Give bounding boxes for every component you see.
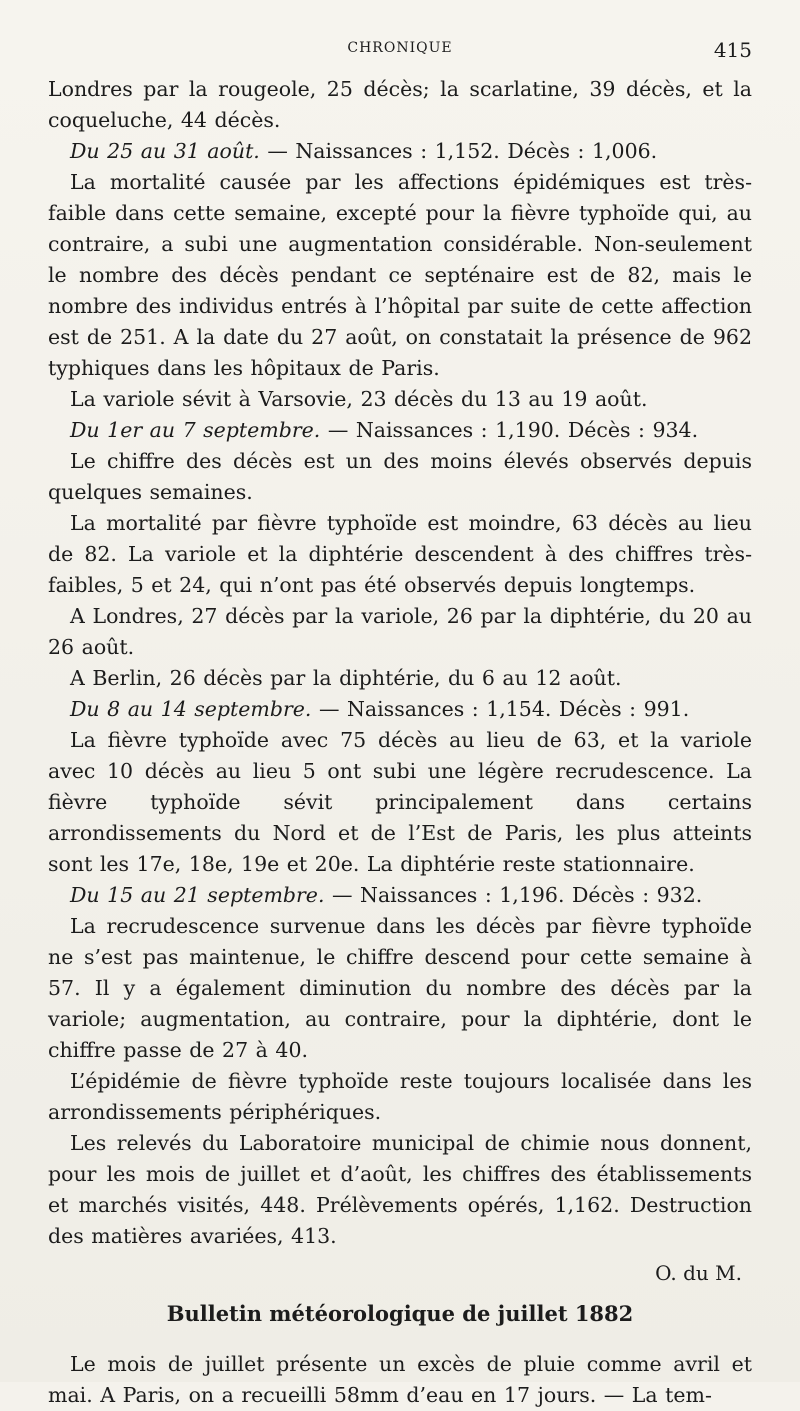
paragraph xyxy=(48,74,752,136)
paragraph-text: A Londres, 27 décès par la variole, 26 par la diphtérie, du 20 au 26 août. xyxy=(48,604,752,659)
paragraph-text: La variole sévit à Varsovie, 23 décès du 13 au 19 août. xyxy=(70,387,648,411)
author-signature: O. du M. xyxy=(655,1261,742,1285)
paragraph xyxy=(48,384,752,415)
paragraph-text: — Naissances : 1,154. Décès : 991. xyxy=(311,697,690,721)
paragraph xyxy=(48,1128,752,1252)
date-range: Du 15 au 21 septembre. xyxy=(70,883,325,907)
running-title: CHRONIQUE xyxy=(347,40,453,56)
paragraph-text: — Naissances : 1,190. Décès : 934. xyxy=(320,418,699,442)
page-header xyxy=(48,38,752,74)
date-range: Du 25 au 31 août. xyxy=(70,139,260,163)
paragraph-text: Le chiffre des décès est un des moins élevés observés depuis quelques semaines. xyxy=(48,449,752,504)
paragraph xyxy=(48,880,752,911)
paragraph xyxy=(48,508,752,601)
paragraph-text: A Berlin, 26 décès par la diphtérie, du 6 au 12 août. xyxy=(70,666,622,690)
page-number: 415 xyxy=(713,38,752,62)
paragraph xyxy=(48,136,752,167)
paragraph xyxy=(48,1066,752,1128)
paragraph-text: — Naissances : 1,152. Décès : 1,006. xyxy=(259,139,658,163)
paragraph xyxy=(48,415,752,446)
paragraph-text: La fièvre typhoïde avec 75 décès au lieu de 63, et la variole avec 10 décès au lieu 5 ont subi une légère recrudescence. La fièvre typhoïde sévit principalement dans certains arrondissements du Nord et de l’Est de Paris, les plus atteints sont les 17e, 18e, 19e et 20e. La diphtérie reste stationnaire. xyxy=(48,728,752,876)
paragraph-text: Londres par la rougeole, 25 décès; la scarlatine, 39 décès, et la coqueluche, 44 décès. xyxy=(48,77,752,132)
paragraph-text: Les relevés du Laboratoire municipal de chimie nous donnent, pour les mois de juillet et d’août, les chiffres des établissements et marchés visités, 448. Prélèvements opérés, 1,162. Destruction des matières avariées, 413. xyxy=(48,1131,752,1248)
paragraph xyxy=(48,1349,752,1411)
paragraph xyxy=(48,663,752,694)
paragraph-text: L’épidémie de fièvre typhoïde reste toujours localisée dans les arrondissements périphériques. xyxy=(48,1069,752,1124)
date-range: Du 1er au 7 septembre. xyxy=(70,418,321,442)
section-title: Bulletin météorologique de juillet 1882 xyxy=(166,1301,634,1326)
paragraph xyxy=(48,694,752,725)
paragraph xyxy=(48,725,752,880)
paragraph-text: La mortalité par fièvre typhoïde est moindre, 63 décès au lieu de 82. La variole et la diphtérie descendent à des chiffres très-faibles, 5 et 24, qui n’ont pas été observés depuis longtemps. xyxy=(48,511,752,597)
paragraph-text: La recrudescence survenue dans les décès par fièvre typhoïde ne s’est pas maintenue, le chiffre descend pour cette semaine à 57. Il y a également diminution du nombre des décès par la variole; augmentation, au contraire, pour la diphtérie, dont le chiffre passe de 27 à 40. xyxy=(48,914,752,1062)
paragraph xyxy=(48,167,752,384)
paragraph xyxy=(48,911,752,1066)
paragraph-text: La mortalité causée par les affections épidémiques est très-faible dans cette semaine, excepté pour la fièvre typhoïde qui, au contraire, a subi une augmentation considérable. Non-seulement le nombre des décès pendant ce septénaire est de 82, mais le nombre des individus entrés à l’hôpital par suite de cette affection est de 251. A la date du 27 août, on constatait la présence de 962 typhiques dans les hôpitaux de Paris. xyxy=(48,170,752,380)
paragraph xyxy=(48,601,752,663)
paragraph xyxy=(48,446,752,508)
date-range: Du 8 au 14 septembre. xyxy=(70,697,312,721)
paragraph-text: Le mois de juillet présente un excès de pluie comme avril et mai. A Paris, on a recueilli 58mm d’eau en 17 jours. — La tem- xyxy=(48,1352,752,1407)
body-text xyxy=(48,74,752,1411)
paragraph-text: — Naissances : 1,196. Décès : 932. xyxy=(324,883,703,907)
